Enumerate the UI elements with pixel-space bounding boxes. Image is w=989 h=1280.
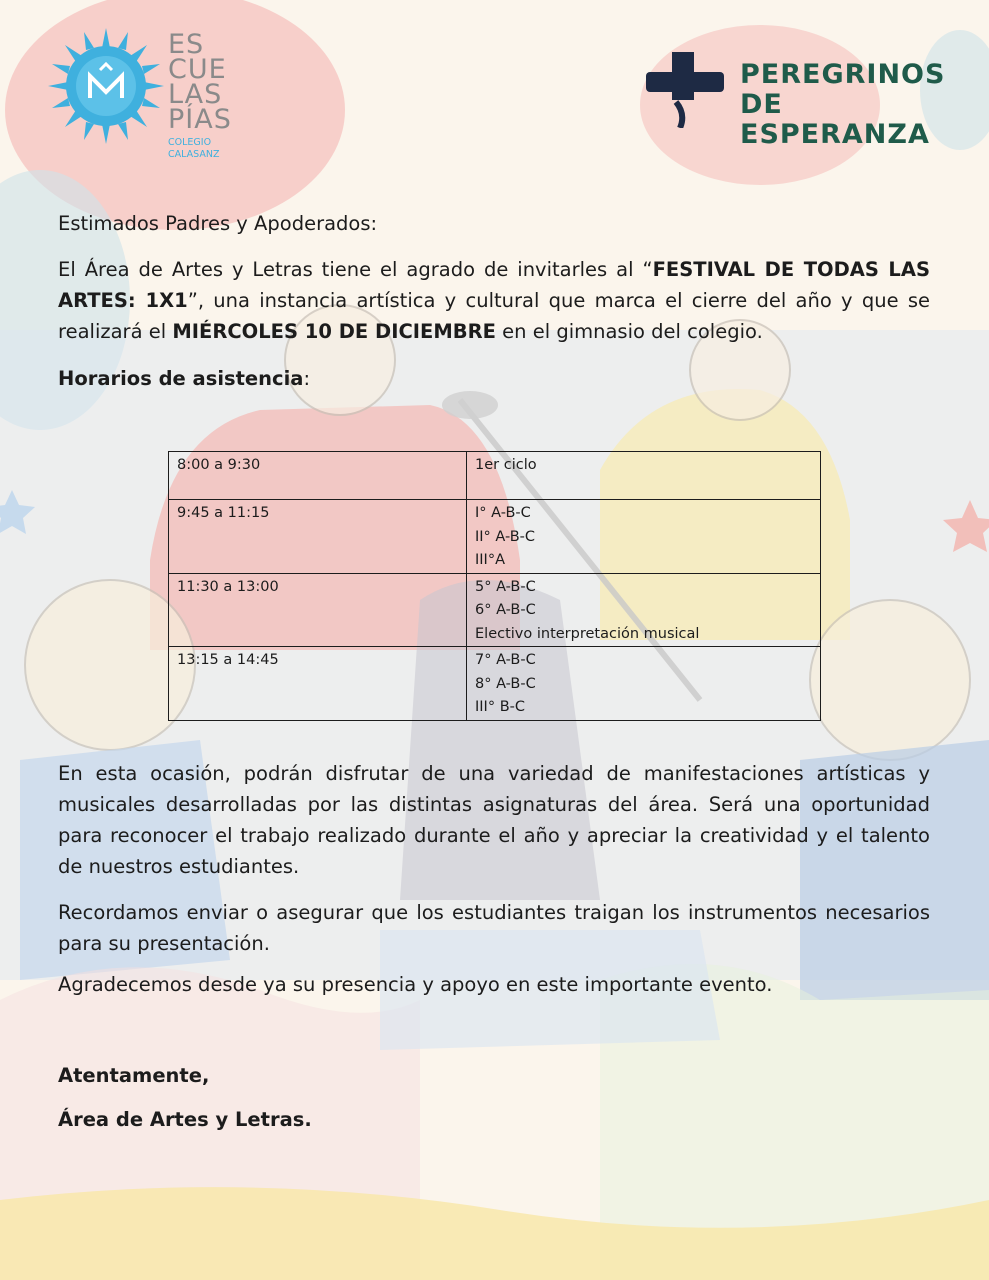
jubilee-name-line: DE ESPERANZA [740, 89, 930, 150]
body-paragraph-2 [58, 897, 930, 959]
group-item: II° A-B-C [475, 528, 536, 545]
greeting [58, 208, 930, 239]
table-row [169, 647, 821, 721]
time-cell: 9:45 a 11:15 [169, 500, 467, 574]
body-paragraph-1 [58, 758, 930, 882]
event-date: MIÉRCOLES 10 DE DICIEMBRE [172, 320, 496, 343]
schedule-table [168, 451, 821, 721]
sunburst-emblem-icon [46, 26, 166, 146]
table-row [169, 500, 821, 574]
body-paragraph-3 [58, 969, 930, 1000]
group-item: I° A-B-C [475, 505, 531, 521]
jubilee-name [740, 60, 976, 150]
cross-emblem-icon [646, 52, 724, 128]
jubilee-logo [646, 52, 976, 150]
time-cell: 8:00 a 9:30 [169, 452, 467, 500]
school-subtitle-line: COLEGIO [168, 137, 212, 148]
schedule-heading [58, 363, 930, 394]
closing [58, 1060, 930, 1091]
signature [58, 1104, 930, 1135]
school-name-line: LAS [168, 79, 223, 110]
groups-cell [467, 500, 821, 574]
table-row [169, 573, 821, 647]
schedule-heading-colon: : [303, 367, 311, 390]
body-text: Agradecemos desde ya su presencia y apoyo en este importante evento. [58, 973, 773, 996]
greeting-text: Estimados Padres y Apoderados: [58, 212, 378, 235]
groups-cell [467, 573, 821, 647]
school-subtitle [168, 137, 219, 161]
school-name-line: CUE [168, 54, 227, 85]
intro-paragraph [58, 254, 930, 347]
intro-text: El Área de Artes y Letras tiene el agrado de invitarles al “ [58, 258, 653, 281]
group-item: III°A [475, 552, 505, 568]
school-name-line: PÍAS [168, 104, 232, 135]
school-name [168, 29, 232, 135]
group-item: 7° A-B-C [475, 652, 536, 668]
body-text: Recordamos enviar o asegurar que los estudiantes traigan los instrumentos necesarios para su presentación. [58, 901, 930, 955]
schedule-heading-text: Horarios de asistencia [58, 367, 304, 390]
time-cell: 13:15 a 14:45 [169, 647, 467, 721]
group-item: Electivo interpretación musical [475, 625, 700, 642]
group-item: 6° A-B-C [475, 602, 536, 618]
group-item: 1er ciclo [475, 457, 537, 473]
table-row [169, 452, 821, 500]
closing-text: Atentamente, [58, 1064, 210, 1087]
time-cell: 11:30 a 13:00 [169, 573, 467, 647]
group-item: 8° A-B-C [475, 675, 536, 692]
school-subtitle-line: CALASANZ [168, 149, 220, 160]
group-item: III° B-C [475, 699, 525, 715]
school-logo [46, 26, 246, 171]
intro-text: en el gimnasio del colegio. [495, 320, 763, 343]
festival-name: FESTIVAL DE TODAS LAS ARTES: 1X1 [58, 258, 930, 312]
groups-cell [467, 647, 821, 721]
school-name-line: ES [168, 29, 205, 60]
body-text: En esta ocasión, podrán disfrutar de una variedad de manifestaciones artísticas y musicales desarrolladas por las distintas asignaturas del área. Será una oportunidad para reconocer el trabajo realizado durante el año y apreciar la creatividad y el talento de nuestros estudiantes. [58, 762, 930, 878]
jubilee-name-line: PEREGRINOS [740, 59, 946, 90]
group-item: 5° A-B-C [475, 578, 536, 595]
intro-text: ”, una instancia artística y cultural que marca el cierre del año y que se realizará el [58, 289, 930, 343]
signature-text: Área de Artes y Letras. [58, 1108, 312, 1131]
groups-cell [467, 452, 821, 500]
